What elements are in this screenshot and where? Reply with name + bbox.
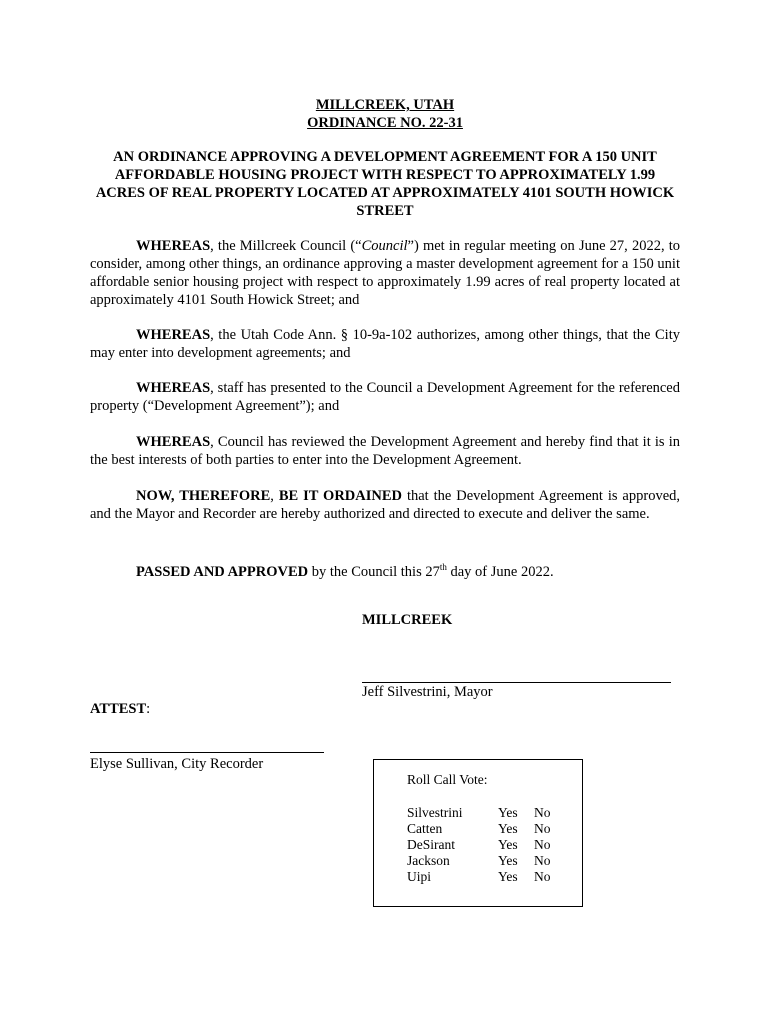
whereas-paragraph-1: WHEREAS, the Millcreek Council (“Council”) met in regular meeting on June 27, 2022, to consider, among other things, an ordinance approving a master development agreement for a 150 unit affordable senior housing project with respect to approximately 1.99 acres of real property located at approximately 4101 South Howick Street; and [90,238,680,308]
recorder-name: Elyse Sullivan, City Recorder [90,756,264,772]
whereas-paragraph-4: WHEREAS, Council has reviewed the Development Agreement and hereby find that it is in the best interests of both parties to enter into the Development Agreement. [90,434,680,468]
whereas-lead: WHEREAS [136,238,211,254]
whereas-paragraph-3: WHEREAS, staff has presented to the Council a Development Agreement for the referenced property (“Development Agreement”); and [90,380,680,414]
whereas-lead: WHEREAS [136,380,211,396]
roll-call-box: Roll Call Vote: Silvestrini Yes No Catten Yes No DeSirant Yes No Jackson Yes No Uipi Yes No [373,759,583,907]
signatory-entity: MILLCREEK [362,612,453,628]
ordinance-number: ORDINANCE NO. 22-31 [307,115,463,131]
passed-approved-paragraph: PASSED AND APPROVED by the Council this 27th day of June 2022. [136,562,554,580]
whereas-paragraph-2: WHEREAS, the Utah Code Ann. § 10-9a-102 authorizes, among other things, that the City may enter into development agreements; and [90,327,680,361]
whereas-lead: WHEREAS [136,327,211,343]
whereas-lead: WHEREAS [136,434,211,450]
council-term: Council [361,238,408,254]
mayor-name: Jeff Silvestrini, Mayor [362,684,493,700]
attest-label: ATTEST: [90,701,151,717]
city-heading: MILLCREEK, UTAH [315,97,455,113]
ordinance-title: AN ORDINANCE APPROVING A DEVELOPMENT AGREEMENT FOR A 150 UNIT AFFORDABLE HOUSING PROJECT WITH RESPECT TO APPROXIMATELY 1.99 ACRES OF REAL PROPERTY LOCATED AT APPROXIMATELY 4101 SOUTH HOWICK STREET [95,149,675,219]
ordained-paragraph: NOW, THEREFORE, BE IT ORDAINED that the Development Agreement is approved, and the Mayor and Recorder are hereby authorized and directed to execute and deliver the same. [90,488,680,522]
roll-call-title: Roll Call Vote: [407,772,488,787]
recorder-signature-line [90,752,324,753]
